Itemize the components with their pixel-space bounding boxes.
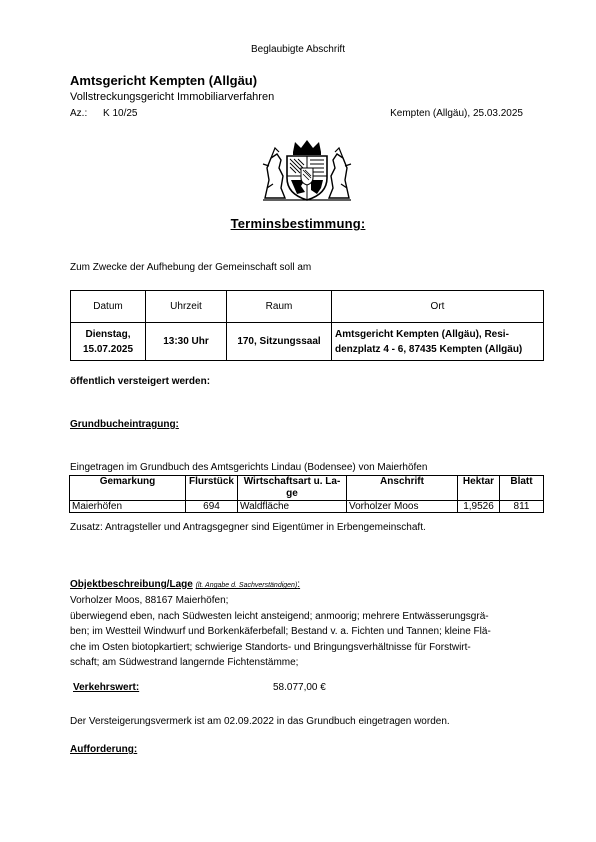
appointment-room: 170, Sitzungssaal [227,323,332,361]
object-heading-note: (lt. Angabe d. Sachverständigen) [195,582,298,589]
header-date: Datum [71,291,146,323]
cell-gemarkung: Maierhöfen [70,501,186,513]
land-registry-addendum: Zusatz: Antragsteller und Antragsgegner sind Eigentümer in Erbengemeinschaft. [70,522,426,533]
header-flurstueck: Flurstück [186,476,238,501]
appointment-place-line-1: Amtsgericht Kempten (Allgäu), Resi- [335,328,509,340]
header-blatt: Blatt [500,476,544,501]
document-title: Terminsbestimmung: [230,216,366,231]
header-wirtschaftsart [238,476,347,501]
appointment-table [70,290,544,361]
header-place: Ort [332,291,544,323]
cell-hektar: 1,9526 [458,501,500,513]
object-heading-text: Objektbeschreibung/Lage [70,579,193,590]
object-line-5: schaft; am Südwestrand langernde Fichtenstämme; [70,657,299,668]
appointment-row [71,323,544,361]
appointment-header-row [71,291,544,323]
registration-note: Der Versteigerungsvermerk ist am 02.09.2022 in das Grundbuch eingetragen worden. [70,716,450,727]
object-heading-colon: : [297,579,301,590]
object-line-1: Vorholzer Moos, 88167 Maierhöfen; [70,595,229,606]
appointment-date [71,323,146,361]
auction-text: öffentlich versteigert werden: [70,376,211,387]
header-anschrift: Anschrift [347,476,458,501]
appointment-time: 13:30 Uhr [146,323,227,361]
header-time: Uhrzeit [146,291,227,323]
reference-label: Az.: [70,108,88,119]
request-heading: Aufforderung: [70,744,138,755]
cell-blatt: 811 [500,501,544,513]
reference-number: K 10/25 [103,108,138,119]
object-line-3: ben; im Westteil Windwurf und Borkenkäferbefall; Bestand v. a. Fichten und Tannen; kleine Flä- [70,626,491,637]
appointment-place-line-2: denzplatz 4 - 6, 87435 Kempten (Allgäu) [335,343,523,355]
market-value-amount: 58.077,00 € [273,682,326,693]
bavarian-coat-of-arms-icon [261,138,353,202]
cell-anschrift: Vorholzer Moos [347,501,458,513]
appointment-date-value: 15.07.2025 [82,343,134,355]
appointment-date-weekday: Dienstag, [85,328,131,340]
land-registry-text: Eingetragen im Grundbuch des Amtsgerichts Lindau (Bodensee) von Maierhöfen [70,462,428,473]
cell-flurstueck: 694 [186,501,238,513]
object-line-4: che im Osten biotopkartiert; schwierige Standorts- und Bringungsverhältnisse für Forstwirt- [70,641,471,653]
header-hektar: Hektar [458,476,500,501]
object-line-2: überwiegend eben, nach Südwesten leicht ansteigend; anmoorig; mehrere Entwässerungsgrä- [70,610,489,622]
parcel-table [69,475,544,513]
court-division: Vollstreckungsgericht Immobiliarverfahren [70,91,275,103]
header-gemarkung: Gemarkung [70,476,186,501]
certified-copy-label: Beglaubigte Abschrift [251,44,345,55]
parcel-row [70,501,544,513]
object-description [70,593,491,671]
court-name: Amtsgericht Kempten (Allgäu) [70,73,258,88]
cell-wirtschaftsart: Waldfläche [238,501,347,513]
header-wirtschaftsart-line-2: ge [286,488,298,499]
header-room: Raum [227,291,332,323]
header-wirtschaftsart-line-1: Wirtschaftsart u. La- [243,476,341,487]
market-value-label: Verkehrswert: [73,682,140,693]
place-date: Kempten (Allgäu), 25.03.2025 [390,108,523,119]
appointment-place [332,323,544,361]
parcel-header-row [70,476,544,501]
intro-text: Zum Zwecke der Aufhebung der Gemeinschaft soll am [70,262,312,273]
object-heading [70,579,300,590]
land-registry-heading: Grundbucheintragung: [70,419,179,430]
